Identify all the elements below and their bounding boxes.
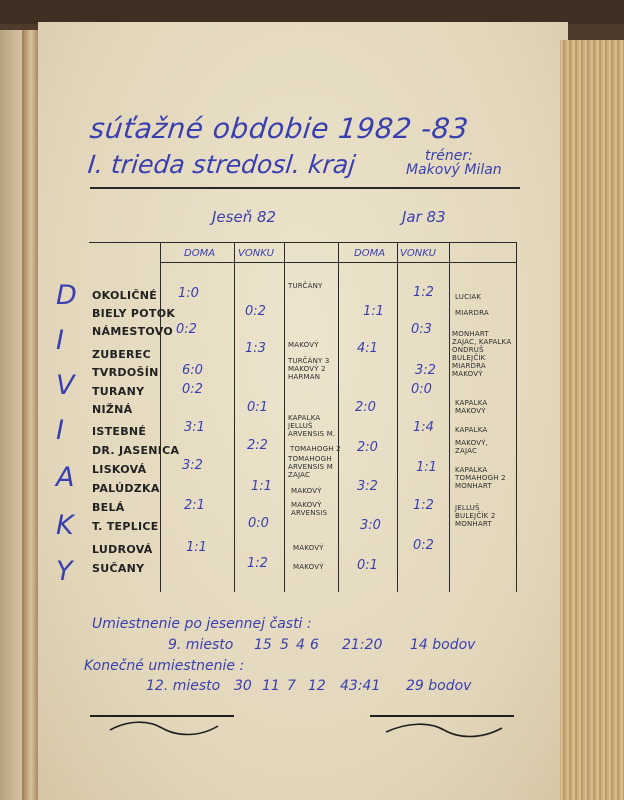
trainer-role: tréner: — [425, 148, 473, 164]
score: 0:2 — [182, 382, 203, 397]
final-won: 11 — [262, 678, 280, 694]
col-divider — [516, 242, 517, 592]
final-played: 30 — [234, 678, 252, 694]
team-name: BIELY POTOK — [92, 307, 176, 320]
autumn-drawn: 4 — [296, 637, 305, 653]
score: 1:3 — [245, 341, 266, 356]
score: 0:0 — [248, 516, 269, 531]
club-letter: D — [56, 280, 77, 311]
team-name: ZUBEREC — [92, 348, 151, 361]
scorer-note: LUCIAK — [455, 293, 482, 301]
final-goals: 43:41 — [340, 678, 381, 694]
score: 3:1 — [184, 420, 205, 435]
final-drawn: 7 — [287, 678, 296, 694]
autumn-standing-label: Umiestnenie po jesennej časti : — [92, 616, 312, 632]
score: 0:0 — [411, 382, 432, 397]
club-letter: Y — [56, 556, 73, 587]
scorer-note: MAKOVÝ — [293, 563, 324, 571]
season-spring-label: Jar 83 — [402, 208, 446, 226]
autumn-place: 9. miesto — [168, 637, 234, 653]
score: 4:1 — [357, 341, 378, 356]
scorer-note: KAPALKA — [455, 426, 488, 434]
score: 2:0 — [355, 400, 376, 415]
score: 0:2 — [245, 304, 266, 319]
team-name: BELÁ — [92, 501, 125, 514]
score: 1:0 — [178, 286, 199, 301]
club-letter: I — [56, 415, 64, 446]
final-place: 12. miesto — [146, 678, 221, 694]
col-autumn-home: DOMA — [184, 248, 216, 259]
team-name: NÁMESTOVO — [92, 325, 174, 338]
score: 3:2 — [357, 479, 378, 494]
score: 2:2 — [247, 438, 268, 453]
score: 1:1 — [186, 540, 207, 555]
team-name: OKOLIČNÉ — [92, 289, 158, 302]
team-name: LISKOVÁ — [92, 463, 147, 476]
scorer-note: KAPALKA MAKOVÝ — [455, 399, 488, 415]
score: 1:1 — [251, 479, 272, 494]
col-divider — [160, 242, 161, 592]
col-divider — [284, 242, 285, 592]
club-letter: A — [56, 462, 75, 493]
team-name: LUDROVÁ — [92, 543, 153, 556]
autumn-points: 14 bodov — [410, 637, 476, 653]
page-stack-edges — [560, 40, 624, 800]
autumn-lost: 6 — [310, 637, 319, 653]
score: 1:1 — [363, 304, 384, 319]
score: 6:0 — [182, 363, 203, 378]
team-name: TVRDOŠÍN — [92, 366, 159, 379]
final-points: 29 bodov — [406, 678, 472, 694]
team-name: DR. JASENICA — [92, 444, 180, 457]
col-spring-home: DOMA — [354, 248, 386, 259]
col-spring-away: VONKU — [400, 248, 436, 259]
trainer-name: Makový Milan — [406, 162, 502, 178]
scorer-note: KAPALKA JELLUŠ ARVENSIS M. — [288, 414, 336, 438]
scorer-note: TURČÁNY 3 MAKOVÝ 2 HARMAN — [288, 357, 330, 381]
table-top-rule — [89, 242, 517, 243]
scorer-note: MAKOVÝ — [291, 487, 322, 495]
team-name: NIŽNÁ — [92, 403, 133, 416]
team-name: TURANY — [92, 385, 145, 398]
final-lost: 12 — [308, 678, 326, 694]
team-name: PALÚDZKA — [92, 482, 160, 495]
scorer-note: MIARDRA — [455, 309, 489, 317]
team-name: SUČANY — [92, 562, 145, 575]
season-autumn-label: Jeseň 82 — [212, 208, 277, 226]
scorer-note: KAPALKA TOMAHOGH 2 MONHART — [455, 466, 506, 490]
club-letter: I — [56, 325, 64, 356]
team-name: ISTEBNÉ — [92, 425, 147, 438]
score: 1:4 — [413, 420, 434, 435]
score: 2:0 — [357, 440, 378, 455]
club-letter: V — [56, 370, 75, 401]
scorer-note: JELLUŠ BULEJČÍK 2 MONHART — [455, 504, 496, 528]
score: 1:2 — [413, 498, 434, 513]
autumn-goals: 21:20 — [342, 637, 383, 653]
col-divider — [338, 242, 339, 592]
score: 1:2 — [413, 285, 434, 300]
league-title: I. trieda stredosl. kraj — [86, 150, 357, 179]
book-shadow — [0, 0, 624, 24]
autumn-won: 5 — [280, 637, 289, 653]
club-letter: K — [56, 510, 74, 541]
left-flourish — [88, 706, 238, 746]
col-divider — [449, 242, 450, 592]
col-autumn-away: VONKU — [238, 248, 274, 259]
scorer-note: TOMAHOGH ARVENSIS M ZAJAC — [288, 455, 333, 479]
scorer-note: TURČÁNY — [288, 282, 323, 290]
score: 0:2 — [176, 322, 197, 337]
col-divider — [397, 242, 398, 592]
score: 0:2 — [413, 538, 434, 553]
autumn-played: 15 — [254, 637, 272, 653]
score: 3:0 — [360, 518, 381, 533]
score: 0:1 — [357, 558, 378, 573]
score: 1:1 — [416, 460, 437, 475]
scorer-note: MAKOVÝ — [293, 544, 324, 552]
scorer-note: MONHART ZAJAC, KAPALKA ONDRUŠ BULEJČÍK MIARDRA MAKOVÝ — [452, 330, 512, 378]
score: 2:1 — [184, 498, 205, 513]
scorer-note: MAKOVÝ ARVENSIS — [291, 501, 328, 517]
score: 0:1 — [247, 400, 268, 415]
season-title: súťažné obdobie 1982 -83 — [88, 112, 471, 145]
title-underline — [90, 187, 520, 189]
score: 1:2 — [247, 556, 268, 571]
score: 0:3 — [411, 322, 432, 337]
scorer-note: MAKOVÝ — [288, 341, 319, 349]
col-divider — [234, 242, 235, 592]
score: 3:2 — [415, 363, 436, 378]
team-name: T. TEPLICE — [92, 520, 159, 533]
right-flourish — [368, 706, 518, 746]
score: 3:2 — [182, 458, 203, 473]
scorer-note: MAKOVÝ, ZAJAC — [455, 439, 489, 455]
scorer-note: TOMAHOGH 2 — [290, 445, 341, 453]
final-standing-label: Konečné umiestnenie : — [84, 658, 245, 674]
